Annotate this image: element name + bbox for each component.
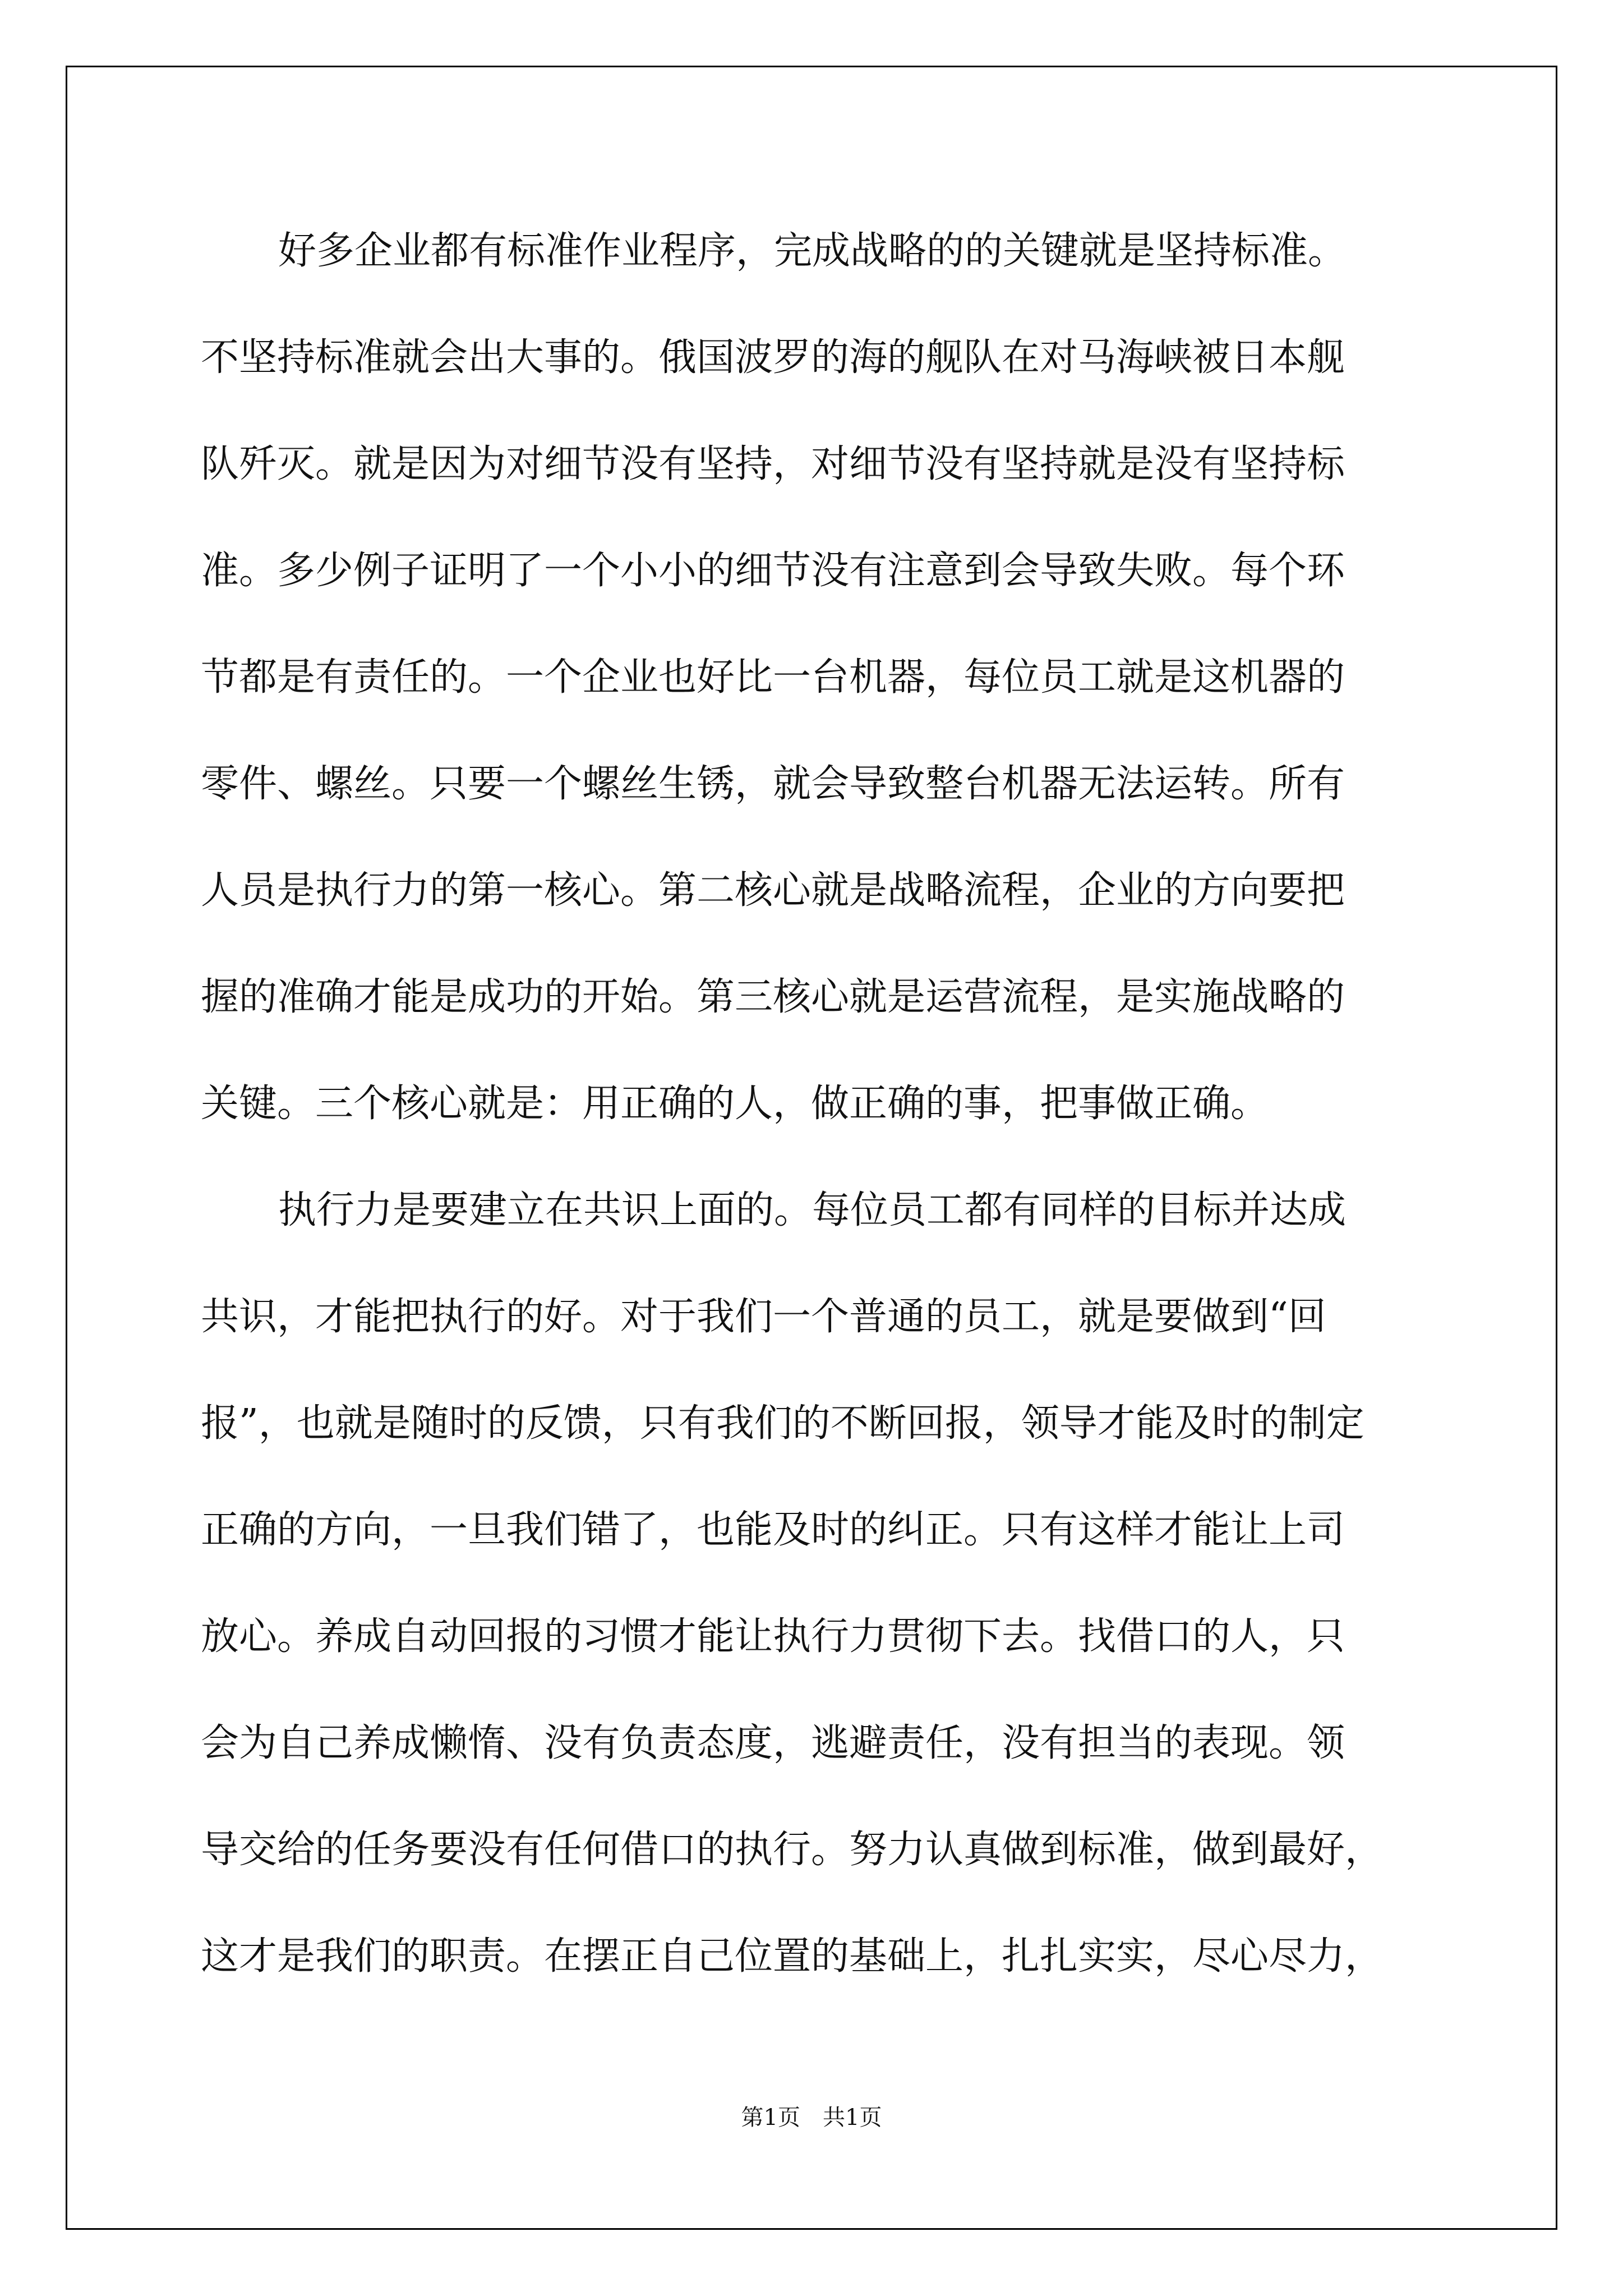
text-line: 放心。养成自动回报的习惯才能让执行力贯彻下去。找借口的人，只 bbox=[201, 1614, 1345, 1659]
text-line: 执行力是要建立在共识上面的。每位员工都有同样的目标并达成 bbox=[278, 1188, 1347, 1232]
text-line: 关键。三个核心就是：用正确的人，做正确的事，把事做正确。 bbox=[201, 1082, 1269, 1126]
text-line: 准。多少例子证明了一个小小的细节没有注意到会导致失败。每个环 bbox=[201, 549, 1345, 593]
text-line: 人员是执行力的第一核心。第二核心就是战略流程，企业的方向要把 bbox=[201, 868, 1345, 913]
text-line: 报”，也就是随时的反馈，只有我们的不断回报，领导才能及时的制定 bbox=[201, 1401, 1364, 1446]
text-line: 导交给的任务要没有任何借口的执行。努力认真做到标准，做到最好， bbox=[201, 1828, 1384, 1872]
text-line: 正确的方向，一旦我们错了，也能及时的纠正。只有这样才能让上司 bbox=[201, 1508, 1345, 1552]
text-line: 节都是有责任的。一个企业也好比一台机器，每位员工就是这机器的 bbox=[201, 655, 1345, 700]
text-line: 队歼灭。就是因为对细节没有坚持，对细节没有坚持就是没有坚持标 bbox=[201, 442, 1345, 486]
text-line: 会为自己养成懒惰、没有负责态度，逃避责任，没有担当的表现。领 bbox=[201, 1721, 1345, 1765]
text-line: 不坚持标准就会出大事的。俄国波罗的海的舰队在对马海峡被日本舰 bbox=[201, 335, 1345, 380]
text-line: 零件、螺丝。只要一个螺丝生锈，就会导致整台机器无法运转。所有 bbox=[201, 762, 1345, 806]
text-line: 这才是我们的职责。在摆正自己位置的基础上，扎扎实实，尽心尽力， bbox=[201, 1934, 1384, 1978]
page-footer: 第1页 共1页 bbox=[741, 2105, 882, 2131]
text-line: 握的准确才能是成功的开始。第三核心就是运营流程，是实施战略的 bbox=[201, 975, 1345, 1019]
text-line: 共识，才能把执行的好。对于我们一个普通的员工，就是要做到“回 bbox=[201, 1295, 1326, 1339]
text-line: 好多企业都有标准作业程序，完成战略的的关键就是坚持标准。 bbox=[278, 229, 1347, 273]
